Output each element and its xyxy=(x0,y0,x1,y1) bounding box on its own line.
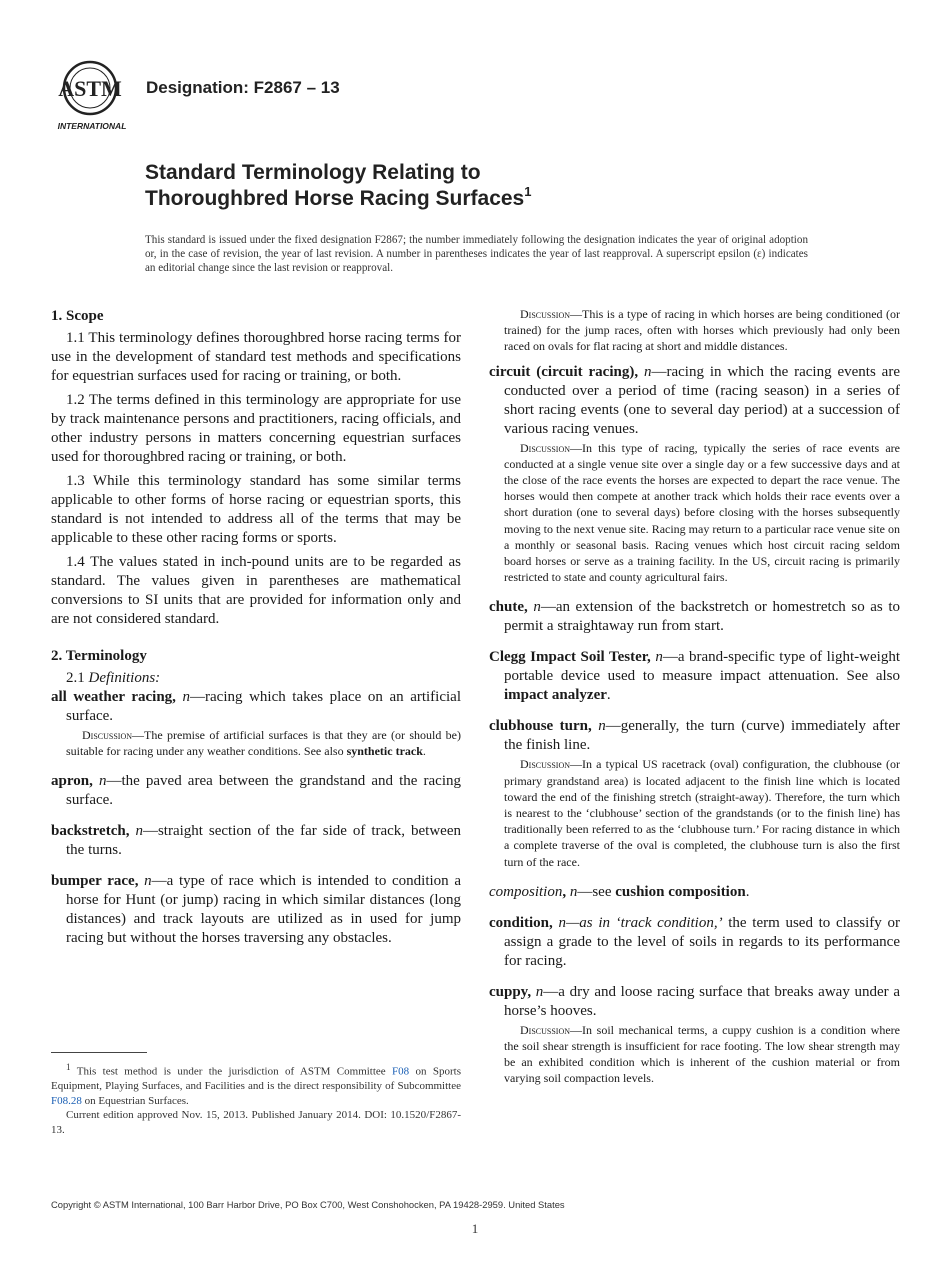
term-clubhouse-turn xyxy=(489,717,900,755)
discussion-bumper-race xyxy=(489,306,900,355)
term-bumper-race xyxy=(51,872,461,948)
cross-reference[interactable]: cushion composition xyxy=(615,883,746,900)
term-name: backstretch, xyxy=(51,823,130,840)
term-chute xyxy=(489,598,900,636)
discussion-clubhouse-turn xyxy=(489,756,900,869)
discussion-label: Discussion xyxy=(520,440,571,455)
term-name: circuit (circuit racing), xyxy=(489,363,639,380)
term-pos: n xyxy=(643,363,652,380)
definitions-label: Definitions: xyxy=(88,670,161,686)
term-apron xyxy=(51,772,461,810)
footnote-text: on Equestrian Surfaces. xyxy=(81,1094,189,1107)
term-name: composition xyxy=(489,883,563,900)
footnote-edition: Current edition approved Nov. 15, 2013. Published January 2014. DOI: 10.1520/F2867-13. xyxy=(51,1109,461,1136)
term-pos: n xyxy=(135,823,143,840)
discussion-label: Discussion xyxy=(82,728,133,742)
term-pos: n xyxy=(533,599,541,616)
term-end: . xyxy=(606,687,611,704)
left-column xyxy=(51,306,461,949)
discussion-text: —In soil mechanical terms, a cuppy cushion is a condition where the soil shear strength is insufficient for race footing. The low shear strength may be an exhibited condition which is inherent of the cushion material or from varying soil compaction levels. xyxy=(504,1022,900,1086)
discussion-all-weather-racing xyxy=(51,727,461,759)
term-definition: —the paved area between the grandstand and the racing surface. xyxy=(66,773,461,809)
term-composition xyxy=(489,883,900,902)
term-clegg-impact-soil-tester xyxy=(489,648,900,705)
footnote-mark: 1 xyxy=(66,1062,71,1072)
term-pos: n xyxy=(598,718,606,735)
terminology-heading: 2. Terminology xyxy=(51,648,147,664)
term-name: condition, xyxy=(489,914,553,931)
cross-reference[interactable]: impact analyzer xyxy=(504,687,607,704)
term-definition: —a brand-specific type of light-weight portable device used to measure impact attenuation. See also xyxy=(504,649,901,685)
title-footnote-mark[interactable]: 1 xyxy=(524,184,532,199)
term-pos: n xyxy=(569,883,578,900)
term-definition: —an extension of the backstretch or homestretch so as to permit a straightaway run from start. xyxy=(504,599,901,635)
page-title xyxy=(145,160,845,214)
term-definition: the term used to classify or assign a grade to the level of soils in regards to its performance for racing. xyxy=(504,914,900,969)
discussion-label: Discussion xyxy=(520,307,571,321)
astm-logo-subtext: INTERNATIONAL xyxy=(57,121,127,131)
footnote xyxy=(51,1060,461,1137)
discussion-circuit xyxy=(489,440,900,586)
term-name: Clegg Impact Soil Tester, xyxy=(489,649,651,666)
discussion-text: —In this type of racing, typically the series of race events are conducted at a single venue site over a single day or a few successive days and at the close of the race events the horses are expected to depart the race venue. The horses would then compete at another track which holds their race events over a short duration (one to several days) before closing with the horses subsequently moving to the next venue site. Racing may return to a particular race venue site on a monthly or seasonal basis. Racing venues which host circuit racing seldom board horses or serve as a training facility. In the US, circuit racing is primarily restricted to state and county agricultural fairs. xyxy=(504,440,900,585)
scope-1-3: 1.3 While this terminology standard has some similar terms applicable to other forms of horse racing or equestrian sports, this standard is not intended to address all of the terms that may be applicable to these other racing forms or sports. xyxy=(51,473,461,546)
discussion-label: Discussion xyxy=(520,1022,571,1037)
title-line-2-text: Thoroughbred Horse Racing Surfaces xyxy=(145,187,525,210)
term-name: chute, xyxy=(489,599,528,616)
discussion-end: . xyxy=(422,744,426,759)
title-line-1: Standard Terminology Relating to xyxy=(145,161,481,184)
title-line-2 xyxy=(145,186,845,214)
term-name: apron, xyxy=(51,773,93,790)
right-column xyxy=(489,306,900,1089)
term-definition: —straight section of the far side of track, between the turns. xyxy=(66,823,461,859)
discussion-text: —In a typical US racetrack (oval) configuration, the clubhouse (or primary grandstand area) is located adjacent to the finish line which is located toward the end of the finishing stretch (straight-away). Therefore, the turn which is nearest to the ‘clubhouse’ section of the grandstands (or to the finish line) has traditionally been referred to as the ‘clubhouse turn.’ For racing distance in which a complete traverse of the oval is completed, the clubhouse turn is also the first turn of the race. xyxy=(504,757,900,869)
scope-heading: 1. Scope xyxy=(51,308,104,324)
term-condition xyxy=(489,914,900,971)
footnote-text: This test method is under the jurisdiction of ASTM Committee xyxy=(70,1065,393,1078)
discussion-label: Discussion xyxy=(520,757,571,772)
committee-link[interactable]: F08 xyxy=(392,1065,410,1078)
footnote-1 xyxy=(51,1060,461,1108)
astm-logo-text: ASTM xyxy=(58,76,122,101)
term-backstretch xyxy=(51,822,461,860)
page-number: 1 xyxy=(471,1221,479,1236)
term-name: clubhouse turn, xyxy=(489,718,592,735)
term-definition-italic: —as in ‘track condition,’ xyxy=(565,914,723,931)
term-definition: —a type of race which is intended to condition a horse for Hunt (or jump) racing in which similar distances (long distances) and track layouts are utilized as in used for jump racing but without the horses traversing any obstacles. xyxy=(66,873,461,947)
term-name: cuppy, xyxy=(489,983,532,1000)
term-pos: n xyxy=(98,773,107,790)
term-definition: —generally, the turn (curve) immediately after the finish line. xyxy=(504,718,900,754)
footnote-text: on Sports Equipment, Playing Surfaces, and Facilities and is the direct responsibility of Subcommittee xyxy=(51,1065,461,1093)
discussion-cuppy xyxy=(489,1022,900,1087)
copyright: Copyright © ASTM International, 100 Barr Harbor Drive, PO Box C700, West Conshohocken, PA 19428-2959. United States xyxy=(51,1199,565,1210)
definitions-subheading xyxy=(51,669,461,688)
term-pos: n xyxy=(558,914,566,931)
term-name: all weather racing, xyxy=(51,689,176,705)
term-definition: —racing in which the racing events are conducted over a period of time (racing season) in a series of short racing events (one to several day period) at a succession of various racing venues. xyxy=(504,363,900,437)
scope-1-2: 1.2 The terms defined in this terminology are appropriate for use by track maintenance persons and practitioners, racing officials, and other industry persons in matters concerning equestrian surfaces used for thoroughbred racing or training, or both. xyxy=(51,392,461,465)
term-pos: n xyxy=(655,649,663,666)
scope-1-1: 1.1 This terminology defines thoroughbred horse racing terms for use in the development of standard test methods and specifications for equestrian surfaces used for racing or training, or both. xyxy=(51,330,461,384)
footnote-rule xyxy=(51,1052,147,1053)
intro-paragraph: This standard is issued under the fixed designation F2867; the number immediately following the designation indicates the year of original adoption or, in the case of revision, the year of last revision. A number in parentheses indicates the year of last reapproval. A superscript epsilon (ε) indicates an editorial change since the last revision or reapproval. xyxy=(145,234,808,274)
subcommittee-link[interactable]: F08.28 xyxy=(51,1094,82,1107)
scope-1-4: 1.4 The values stated in inch-pound units are to be regarded as standard. The values given in parentheses are mathematical conversions to SI units that are provided for information only and are not considered standard. xyxy=(51,554,461,627)
term-all-weather-racing xyxy=(51,688,461,726)
term-name: bumper race, xyxy=(51,873,139,890)
term-pos: n xyxy=(144,873,152,890)
discussion-text: —This is a type of racing in which horses are being conditioned (or trained) for the jump races, often with horses which previously had only been raced on ovals for flat racing at short and middle distances. xyxy=(504,307,900,354)
term-definition: —a dry and loose racing surface that breaks away under a horse’s hooves. xyxy=(504,983,900,1019)
term-comma: , xyxy=(562,883,567,900)
term-cuppy xyxy=(489,983,900,1021)
term-circuit xyxy=(489,363,900,439)
term-pos: n xyxy=(182,689,191,705)
cross-reference[interactable]: synthetic track xyxy=(346,744,423,759)
discussion-text: —The premise of artificial surfaces is that they are (or should be) suitable for racing under any weather conditions. See also xyxy=(66,728,461,759)
term-definition: —racing which takes place on an artificial surface. xyxy=(66,689,461,724)
designation: Designation: F2867 – 13 xyxy=(146,78,340,97)
term-pos: n xyxy=(535,983,544,1000)
term-end: . xyxy=(745,883,750,900)
astm-logo xyxy=(50,58,135,133)
definitions-number: 2.1 xyxy=(66,670,85,686)
term-definition: —see xyxy=(577,883,616,900)
